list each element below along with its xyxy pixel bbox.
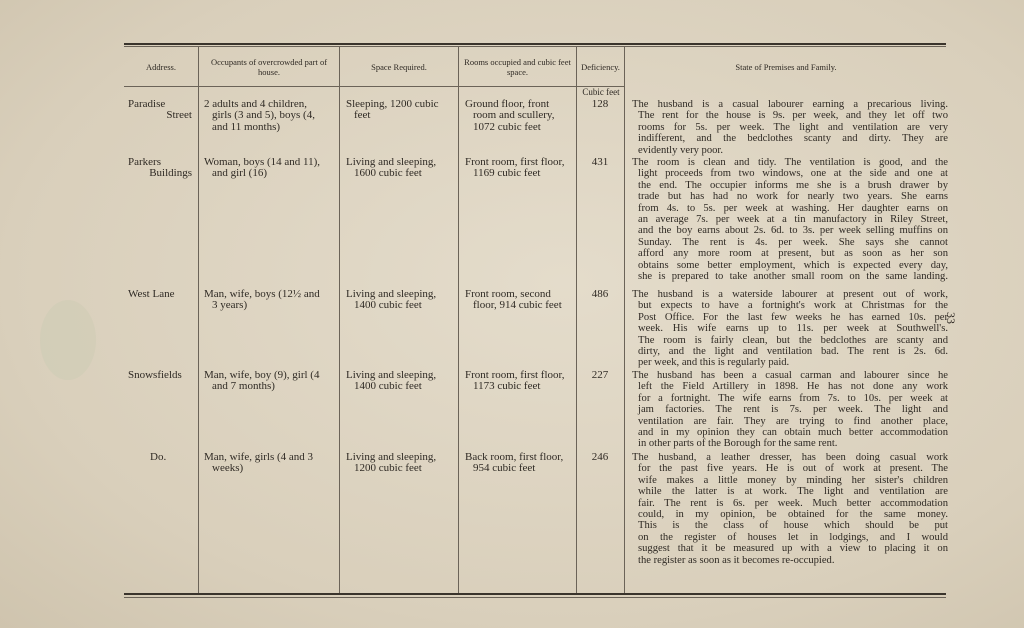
text-line: floor, 914 cubic feet bbox=[473, 299, 562, 312]
header-occupants: Occupants of overcrowded part of house. bbox=[210, 57, 328, 77]
bottom-rule-thin bbox=[124, 597, 946, 598]
text-line: 1600 cubic feet bbox=[354, 167, 422, 180]
text-line: girls (3 and 5), boys (4, bbox=[212, 109, 315, 122]
text-line: Woman, boys (14 and 11), bbox=[204, 156, 321, 168]
row-5-state bbox=[632, 452, 948, 566]
text-line: Man, wife, boy (9), girl (4 bbox=[204, 369, 320, 381]
row-2-rooms bbox=[465, 157, 564, 180]
text-line: could, in my opinion, be obtained for the same money. bbox=[638, 509, 948, 521]
row-5-deficiency: 246 bbox=[591, 451, 609, 463]
text-line: The rent for the house is 9s. per week, and they let off two bbox=[638, 110, 948, 122]
row-1-occupants bbox=[204, 99, 315, 133]
text-line: 1072 cubic feet bbox=[473, 120, 541, 133]
text-line: feet bbox=[354, 109, 371, 122]
row-5-address-line: Do. bbox=[150, 451, 167, 463]
row-4-rooms bbox=[465, 370, 564, 393]
text-line: jam factories. The rent is 7s. per week. The light and bbox=[638, 404, 948, 416]
text-line: per week, and this is regularly paid. bbox=[638, 357, 790, 369]
row-2-address-line: Buildings bbox=[149, 167, 192, 179]
text-line: Sunday. The rent is 4s. per week. She says she cannot bbox=[638, 236, 948, 248]
top-rule-thin bbox=[124, 46, 946, 47]
bottom-rule bbox=[124, 593, 946, 595]
header-rule bbox=[124, 86, 624, 87]
text-line: The husband, a leather dresser, has been doing casual work bbox=[632, 452, 948, 463]
row-4-deficiency: 227 bbox=[591, 369, 609, 381]
deficiency-unit: Cubic feet bbox=[582, 87, 620, 97]
header-space-required: Space Required. bbox=[371, 62, 427, 72]
text-line: The husband is a waterside labourer at present out of work, bbox=[632, 289, 948, 300]
text-line: while the latter is at work. The light and ventilation are bbox=[638, 486, 948, 498]
text-line: Sleeping, 1200 cubic bbox=[346, 98, 439, 110]
text-line: she is prepared to take another small room on the same landing. bbox=[638, 271, 948, 283]
text-line: indifferent, and the bedclothes scanty and dirty. They are bbox=[638, 133, 948, 145]
text-line: 2 adults and 4 children, bbox=[204, 98, 307, 110]
text-line: Ground floor, front bbox=[465, 98, 550, 110]
text-line: 1173 cubic feet bbox=[473, 380, 541, 393]
row-4-space bbox=[346, 370, 436, 393]
text-line: Front room, first floor, bbox=[465, 369, 565, 381]
row-1-address-line: Paradise bbox=[128, 98, 166, 110]
text-line: 1400 cubic feet bbox=[354, 299, 422, 312]
column-divider bbox=[576, 47, 577, 593]
paper-stain bbox=[40, 300, 96, 380]
header-state: State of Premises and Family. bbox=[735, 62, 837, 72]
text-line: Front room, second bbox=[465, 288, 551, 300]
text-line: 3 years) bbox=[212, 299, 248, 312]
text-line: an average 7s. per week at a tin manufactory in Riley Street, bbox=[638, 214, 948, 226]
row-3-deficiency: 486 bbox=[591, 288, 609, 300]
text-line: and 11 months) bbox=[212, 120, 281, 133]
row-1-rooms bbox=[465, 99, 554, 133]
text-line: and in my opinion they can obtain much better accommodation bbox=[638, 427, 948, 439]
column-divider bbox=[458, 47, 459, 593]
text-line: fair. The rent is 6s. per week. Much better accommodation bbox=[638, 497, 948, 509]
text-line: suggest that it be measured up with a view to placing it on bbox=[638, 543, 948, 555]
text-line: Man, wife, girls (4 and 3 bbox=[204, 451, 314, 463]
text-line: dirty, and the light and ventilation bad. The rent is 2s. 6d. bbox=[638, 346, 948, 358]
header-rooms: Rooms occupied and cubic feet space. bbox=[464, 57, 571, 77]
text-line: and the boy earns about 2s. 6d. to 3s. per week selling muffins on bbox=[638, 225, 948, 237]
text-line: 954 cubic feet bbox=[473, 462, 536, 475]
row-3-state bbox=[632, 289, 948, 369]
row-5-rooms bbox=[465, 452, 563, 475]
text-line: 1169 cubic feet bbox=[473, 167, 541, 180]
page-number: 33 bbox=[944, 312, 958, 324]
column-divider bbox=[624, 47, 625, 593]
text-line: in other parts of the Borough for the same rent. bbox=[638, 438, 838, 450]
row-2-deficiency: 431 bbox=[591, 156, 609, 168]
text-line: left the Field Artillery in 1898. He has not done any work bbox=[638, 381, 948, 393]
text-line: Living and sleeping, bbox=[346, 156, 437, 168]
text-line: The room is fairly clean, but the bedclothes are scanty and bbox=[638, 334, 948, 346]
text-line: for the past five years. He is out of work at present. The bbox=[638, 463, 948, 475]
text-line: Living and sleeping, bbox=[346, 288, 437, 300]
text-line: 1400 cubic feet bbox=[354, 380, 422, 393]
text-line: The room is clean and tidy. The ventilation is good, and the bbox=[632, 157, 948, 168]
text-line: and 7 months) bbox=[212, 380, 275, 393]
text-line: afford any more room at present, but as soon as her son bbox=[638, 248, 948, 260]
text-line: rooms for 5s. per week. The light and ventilation are very bbox=[638, 121, 948, 133]
column-divider bbox=[198, 47, 199, 593]
text-line: room and scullery, bbox=[473, 109, 555, 122]
text-line: Back room, first floor, bbox=[465, 451, 564, 463]
row-3-address-line: West Lane bbox=[128, 288, 175, 300]
row-5-occupants bbox=[204, 452, 313, 475]
row-4-address-line: Snowsfields bbox=[128, 369, 182, 381]
text-line: weeks) bbox=[212, 462, 244, 475]
row-4-occupants bbox=[204, 370, 319, 393]
row-2-address-line: Parkers bbox=[128, 156, 161, 168]
text-line: The husband has been a casual carman and labourer since he bbox=[632, 370, 948, 381]
top-rule bbox=[124, 43, 946, 45]
row-5-space bbox=[346, 452, 436, 475]
row-1-space bbox=[346, 99, 439, 122]
row-4-state bbox=[632, 370, 948, 450]
row-3-space bbox=[346, 289, 436, 312]
text-line: the end. The occupier informs me she is a brush drawer by bbox=[638, 179, 948, 191]
column-divider bbox=[339, 47, 340, 593]
text-line: 1200 cubic feet bbox=[354, 462, 422, 475]
text-line: light proceeds from two windows, one at the side and one at bbox=[638, 168, 948, 180]
text-line: This is the class of house which should be put bbox=[638, 520, 948, 532]
text-line: on the register of houses let in lodgings, and I would bbox=[638, 531, 948, 543]
row-1-state bbox=[632, 99, 948, 156]
text-line: for a fortnight. The wife earns from 7s. to 10s. per week at bbox=[638, 392, 948, 404]
row-2-space bbox=[346, 157, 436, 180]
row-2-occupants bbox=[204, 157, 320, 180]
row-1-deficiency: 128 bbox=[591, 98, 609, 110]
text-line: trade but has had no work for nearly two years. She earns bbox=[638, 191, 948, 203]
header-address: Address. bbox=[146, 62, 176, 72]
text-line: Man, wife, boys (12½ and bbox=[204, 288, 320, 300]
row-1-address-line: Street bbox=[166, 109, 192, 121]
text-line: Living and sleeping, bbox=[346, 451, 437, 463]
text-line: but expects to have a fortnight's work at Christmas for the bbox=[638, 300, 948, 312]
text-line: and girl (16) bbox=[212, 167, 267, 180]
text-line: evidently very poor. bbox=[638, 144, 724, 156]
row-3-rooms bbox=[465, 289, 562, 312]
text-line: week. His wife earns up to 11s. per week at Southwell's. bbox=[638, 323, 948, 335]
text-line: from 4s. to 5s. per week at washing. Her daughter earns on bbox=[638, 202, 948, 214]
text-line: Post Office. For the last few weeks he has earned 10s. per bbox=[638, 311, 948, 323]
header-deficiency: Deficiency. bbox=[581, 62, 620, 72]
text-line: Front room, first floor, bbox=[465, 156, 565, 168]
text-line: Living and sleeping, bbox=[346, 369, 437, 381]
text-line: obtains some better employment, which is expected every day, bbox=[638, 259, 948, 271]
text-line: the register as soon as it becomes re-occupied. bbox=[638, 554, 835, 566]
row-2-state bbox=[632, 157, 948, 282]
text-line: wife makes a little money by minding her sister's children bbox=[638, 474, 948, 486]
text-line: ventilation are fair. They are trying to find another place, bbox=[638, 415, 948, 427]
text-line: The husband is a casual labourer earning a precarious living. bbox=[632, 99, 948, 110]
row-3-occupants bbox=[204, 289, 320, 312]
